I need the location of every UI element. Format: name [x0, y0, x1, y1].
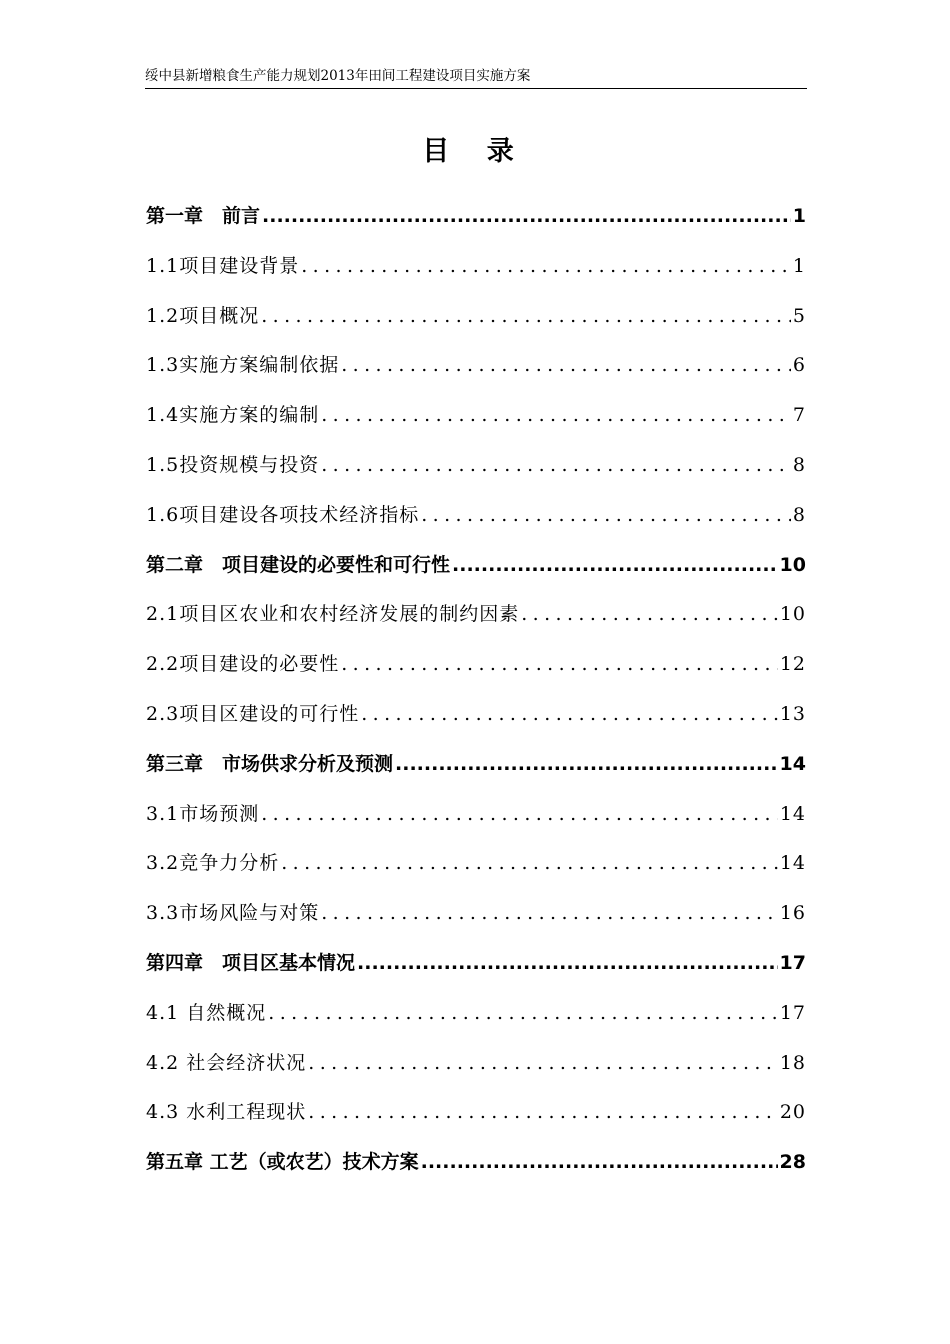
toc-section-entry[interactable] [146, 441, 806, 491]
toc-entry-page-number: 17 [779, 1001, 806, 1024]
toc-entry-page-number: 1 [792, 254, 806, 277]
toc-dot-leader [261, 292, 791, 342]
toc-chapter-entry[interactable] [146, 192, 806, 242]
toc-entry-page-number: 14 [779, 852, 806, 875]
toc-entry-label: 3.2竞争力分析 [146, 852, 280, 875]
toc-section-entry[interactable] [146, 989, 806, 1039]
toc-entry-page-number: 10 [779, 603, 806, 626]
toc-dot-leader [395, 740, 778, 790]
toc-section-entry[interactable] [146, 292, 806, 342]
toc-entry-page-number: 13 [779, 702, 806, 725]
toc-dot-leader [321, 441, 791, 491]
toc-dot-leader [262, 192, 791, 242]
toc-entry-label: 1.1项目建设背景 [146, 254, 300, 277]
toc-section-entry[interactable] [146, 790, 806, 840]
toc-entry-label: 1.3实施方案编制依据 [146, 354, 340, 377]
toc-section-entry[interactable] [146, 889, 806, 939]
toc-entry-page-number: 16 [779, 902, 806, 925]
toc-entry-label: 1.2项目概况 [146, 304, 260, 327]
toc-entry-page-number: 7 [792, 404, 806, 427]
toc-section-entry[interactable] [146, 242, 806, 292]
page-title: 目 录 [422, 136, 528, 167]
toc-entry-page-number: 14 [779, 752, 806, 775]
toc-entry-page-number: 28 [779, 1151, 806, 1174]
toc-entry-label: 第五章 工艺（或农艺）技术方案 [146, 1151, 419, 1174]
toc-dot-leader [357, 939, 778, 989]
toc-entry-label: 1.5投资规模与投资 [146, 453, 320, 476]
toc-entry-page-number: 20 [779, 1101, 806, 1124]
toc-entry-label: 2.3项目区建设的可行性 [146, 702, 360, 725]
toc-entry-label: 第二章 项目建设的必要性和可行性 [146, 553, 451, 576]
table-of-contents [146, 192, 806, 1188]
toc-dot-leader [268, 989, 778, 1039]
toc-dot-leader [361, 690, 778, 740]
toc-entry-page-number: 1 [792, 205, 806, 227]
toc-section-entry[interactable] [146, 491, 806, 541]
toc-entry-label: 第三章 市场供求分析及预测 [146, 752, 394, 775]
toc-entry-label: 2.2项目建设的必要性 [146, 653, 340, 676]
toc-dot-leader [421, 1138, 778, 1188]
toc-dot-leader [261, 790, 778, 840]
toc-entry-page-number: 8 [792, 453, 806, 476]
toc-dot-leader [308, 1088, 778, 1138]
toc-entry-label: 4.2 社会经济状况 [146, 1051, 307, 1074]
toc-dot-leader [301, 242, 791, 292]
toc-entry-label: 3.1市场预测 [146, 802, 260, 825]
toc-entry-label: 4.3 水利工程现状 [146, 1101, 307, 1124]
toc-entry-label: 1.6项目建设各项技术经济指标 [146, 503, 420, 526]
toc-entry-label: 1.4实施方案的编制 [146, 404, 320, 427]
toc-entry-label: 第一章 前言 [146, 205, 261, 227]
toc-chapter-entry[interactable] [146, 541, 806, 591]
toc-section-entry[interactable] [146, 341, 806, 391]
toc-dot-leader [421, 491, 791, 541]
toc-entry-page-number: 10 [779, 553, 806, 576]
toc-entry-label: 4.1 自然概况 [146, 1001, 267, 1024]
toc-dot-leader [341, 341, 791, 391]
running-header: 绥中县新增粮食生产能力规划2013年田间工程建设项目实施方案 [145, 66, 807, 89]
toc-chapter-entry[interactable] [146, 1138, 806, 1188]
toc-entry-label: 3.3市场风险与对策 [146, 902, 320, 925]
toc-entry-page-number: 18 [779, 1051, 806, 1074]
toc-dot-leader [452, 541, 778, 591]
toc-section-entry[interactable] [146, 590, 806, 640]
toc-entry-page-number: 12 [779, 653, 806, 676]
toc-section-entry[interactable] [146, 391, 806, 441]
toc-section-entry[interactable] [146, 1039, 806, 1089]
toc-chapter-entry[interactable] [146, 939, 806, 989]
toc-dot-leader [321, 391, 791, 441]
toc-dot-leader [308, 1039, 778, 1089]
toc-section-entry[interactable] [146, 690, 806, 740]
toc-section-entry[interactable] [146, 640, 806, 690]
toc-dot-leader [321, 889, 778, 939]
toc-entry-page-number: 8 [792, 503, 806, 526]
toc-entry-page-number: 5 [792, 304, 806, 327]
toc-section-entry[interactable] [146, 1088, 806, 1138]
toc-chapter-entry[interactable] [146, 740, 806, 790]
toc-dot-leader [281, 839, 778, 889]
toc-entry-page-number: 14 [779, 802, 806, 825]
toc-entry-page-number: 17 [779, 951, 806, 974]
toc-dot-leader [521, 590, 778, 640]
toc-entry-page-number: 6 [792, 354, 806, 377]
toc-entry-label: 第四章 项目区基本情况 [146, 951, 356, 974]
toc-dot-leader [341, 640, 778, 690]
toc-entry-label: 2.1项目区农业和农村经济发展的制约因素 [146, 603, 520, 626]
toc-section-entry[interactable] [146, 839, 806, 889]
